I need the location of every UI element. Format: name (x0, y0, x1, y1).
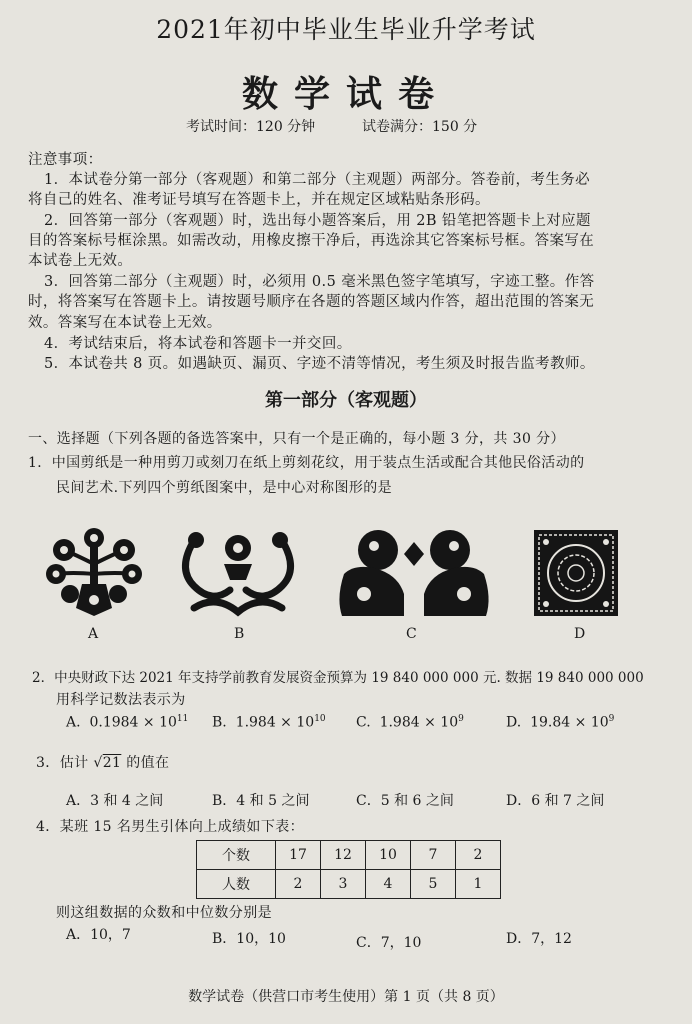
option-mantissa: 19.84 × 10 (530, 714, 609, 731)
option-label-c: C (406, 626, 417, 642)
option-label-d: D (574, 626, 586, 642)
papercut-twin-dragons-icon (172, 524, 304, 620)
note-line: 时，将答案写在答题卡上。请按题号顺序在各题的答题区域内作答，超出范围的答案无 (28, 294, 595, 310)
section-heading: 一、选择题（下列各题的备选答案中，只有一个是正确的，每小题 3 分，共 30 分） (28, 431, 565, 447)
q3-radicand: 21 (102, 755, 122, 771)
part1-title: 第一部分（客观题） (265, 390, 427, 411)
q2-option-c (356, 714, 464, 731)
option-exponent: 11 (176, 714, 189, 724)
table-cell: 10 (366, 841, 411, 870)
q3-option-c: C．5 和 6 之间 (356, 793, 454, 809)
table-cell: 个数 (197, 841, 276, 870)
q2-stem: 用科学记数法表示为 (56, 692, 186, 708)
notes-heading: 注意事项： (28, 152, 103, 168)
option-mantissa: 0.1984 × 10 (89, 714, 177, 731)
q3-stem-prefix: 3．估计 (36, 755, 89, 771)
table-cell: 12 (321, 841, 366, 870)
q3-stem (36, 752, 169, 772)
table-cell: 2 (456, 841, 501, 870)
table-row (197, 841, 501, 870)
page-footer: 数学试卷（供营口市考生使用）第 1 页（共 8 页） (188, 989, 504, 1005)
option-mantissa: 1.984 × 10 (235, 714, 315, 731)
q1-stem: 民间艺术.下列四个剪纸图案中，是中心对称图形的是 (56, 480, 393, 496)
exam-title: 2021年初中毕业生毕业升学考试 (156, 15, 536, 44)
table-row (197, 870, 501, 899)
q2-option-d (506, 714, 614, 731)
table-cell: 2 (276, 870, 321, 899)
sqrt-symbol: √ (93, 755, 103, 771)
note-line: 目的答案标号框涂黑。如需改动，用橡皮擦干净后，再选涂其它答案标号框。答案写在 (28, 233, 595, 249)
option-letter: A. (66, 714, 81, 731)
table-cell: 4 (366, 870, 411, 899)
option-exponent: 9 (608, 714, 615, 724)
note-line: 1．本试卷分第一部分（客观题）和第二部分（主观题）两部分。答卷前，考生务必 (44, 172, 591, 188)
note-line: 5．本试卷共 8 页。如遇缺页、漏页、字迹不清等情况，考生须及时报告监考教师。 (44, 356, 595, 372)
note-line: 将自己的姓名、准考证号填写在答题卡上，并在规定区域粘贴条形码。 (28, 192, 490, 208)
table-cell: 3 (321, 870, 366, 899)
option-letter: C. (356, 714, 371, 731)
option-label-a: A (88, 626, 99, 642)
papercut-square-pattern-icon (532, 528, 620, 618)
note-line: 3．回答第二部分（主观题）时，必须用 0.5 毫米黑色签字笔填写，字迹工整。作答 (44, 274, 595, 290)
q4-question: 则这组数据的众数和中位数分别是 (56, 905, 272, 921)
papercut-twin-lions-icon (334, 524, 494, 622)
table-cell: 17 (276, 841, 321, 870)
q2-stem: 2．中央财政下达 2021 年支持学前教育发展资金预算为 19 840 000 000 元. 数据 19 840 000 000 (32, 670, 644, 686)
exam-time: 考试时间：120 分钟 (186, 119, 316, 135)
q3-option-d: D．6 和 7 之间 (506, 793, 605, 809)
q2-option-a (66, 714, 188, 731)
note-line: 本试卷上无效。 (28, 253, 133, 269)
papercut-flower-vase-icon (42, 524, 146, 620)
q4-option-b: B．10，10 (212, 931, 286, 947)
q3-option-b: B．4 和 5 之间 (212, 793, 310, 809)
option-label-b: B (234, 626, 245, 642)
option-mantissa: 1.984 × 10 (379, 714, 459, 731)
q4-option-d: D．7，12 (506, 931, 572, 947)
q2-option-b (212, 714, 326, 731)
q4-option-c: C．7，10 (356, 935, 422, 951)
q3-stem-suffix: 的值在 (126, 755, 170, 771)
table-cell: 7 (411, 841, 456, 870)
table-cell: 1 (456, 870, 501, 899)
full-score: 试卷满分：150 分 (362, 119, 478, 135)
table-cell: 5 (411, 870, 456, 899)
q4-option-a: A．10，7 (66, 927, 131, 943)
option-letter: B. (212, 714, 227, 731)
exam-subject-title: 数学试卷 (241, 73, 450, 115)
option-exponent: 9 (458, 714, 464, 724)
q3-option-a: A．3 和 4 之间 (66, 793, 164, 809)
option-exponent: 10 (314, 714, 326, 724)
q1-stem: 1．中国剪纸是一种用剪刀或刻刀在纸上剪刻花纹，用于装点生活或配合其他民俗活动的 (28, 455, 585, 471)
note-line: 2．回答第一部分（客观题）时，选出每小题答案后，用 2B 铅笔把答题卡上对应题 (44, 213, 591, 229)
note-line: 4．考试结束后，将本试卷和答题卡一并交回。 (44, 336, 352, 352)
table-cell: 人数 (197, 870, 276, 899)
note-line: 效。答案写在本试卷上无效。 (28, 315, 222, 331)
q4-stem: 4．某班 15 名男生引体向上成绩如下表： (36, 819, 305, 835)
option-letter: D. (506, 714, 522, 731)
grades-table (196, 840, 501, 899)
